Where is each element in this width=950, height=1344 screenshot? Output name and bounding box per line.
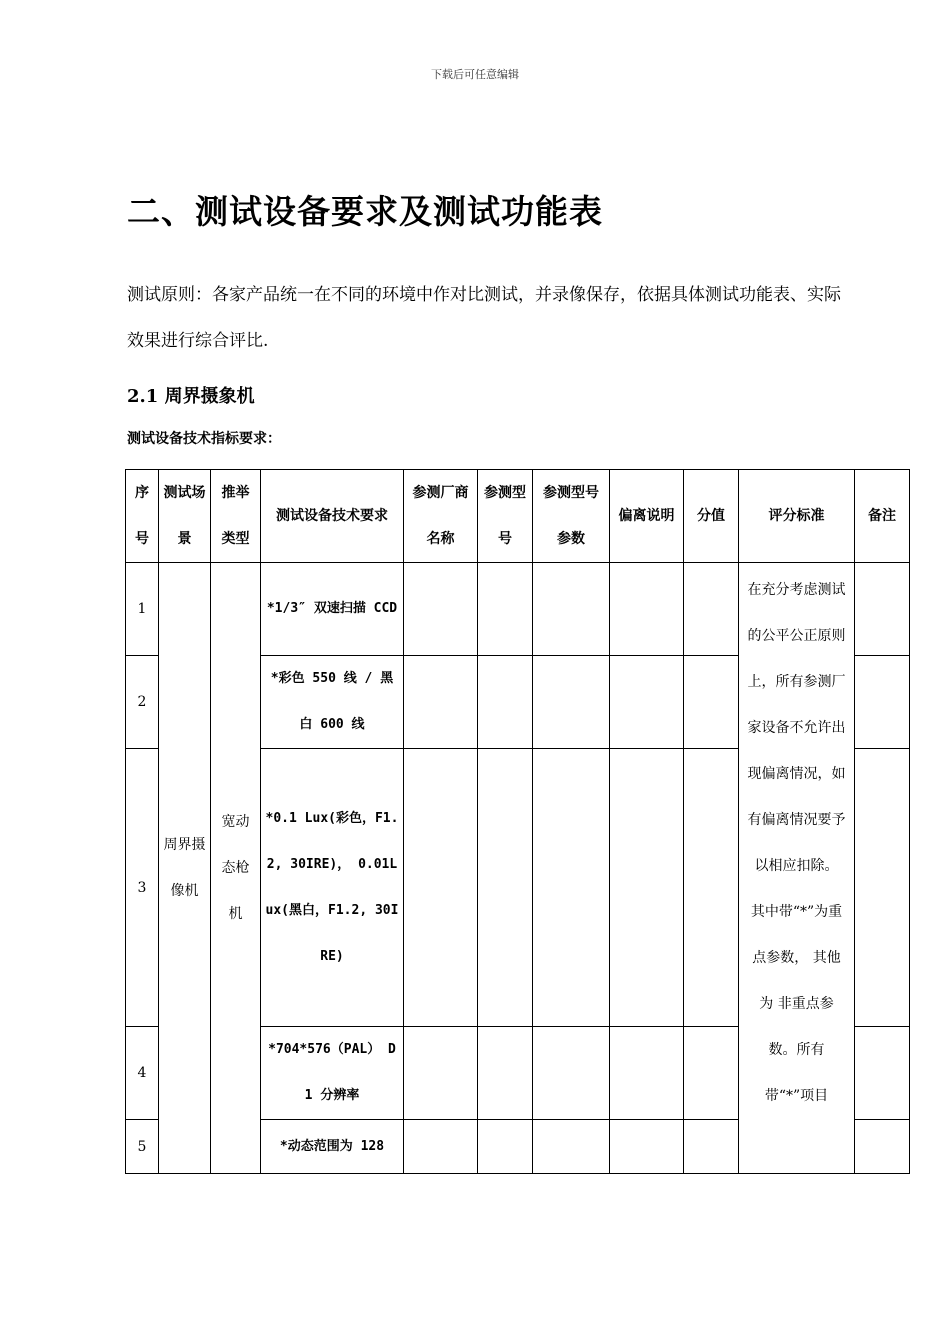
row-deviation (610, 563, 684, 656)
spec-table (125, 469, 910, 1174)
row-requirement: *0.1 Lux(彩色，F1.2, 30IRE)， 0.01Lux(黑白，F1.2, 30IRE) (261, 749, 404, 1027)
row-deviation (610, 1027, 684, 1120)
header-deviation: 偏离说明 (610, 470, 684, 563)
row-params (533, 656, 610, 749)
row-requirement: *彩色 550 线 / 黑白 600 线 (261, 656, 404, 749)
header-remark: 备注 (855, 470, 910, 563)
header-seq: 序号 (126, 470, 159, 563)
row-seq: 3 (126, 749, 159, 1027)
row-model (478, 749, 533, 1027)
row-requirement: *动态范围为 128 (261, 1120, 404, 1174)
row-remark (855, 563, 910, 656)
row-vendor (404, 1120, 478, 1174)
row-seq: 2 (126, 656, 159, 749)
row-score (684, 656, 739, 749)
header-score: 分值 (684, 470, 739, 563)
row-params (533, 563, 610, 656)
requirements-title: 测试设备技术指标要求： (127, 431, 281, 447)
row-score (684, 1027, 739, 1120)
header-params: 参测型号参数 (533, 470, 610, 563)
row-seq: 1 (126, 563, 159, 656)
criteria-cell: 在充分考虑测试的公平公正原则上，所有参测厂家设备不允许出现偏离情况，如有偏离情况要予以相应扣除。 其中带“*”为重点参数， 其他为 非重点参数。所有带“*”项目 (739, 563, 855, 1174)
row-params (533, 1120, 610, 1174)
section-title: 2.1 周界摄象机 (127, 386, 255, 407)
row-deviation (610, 749, 684, 1027)
row-score (684, 1120, 739, 1174)
row-remark (855, 749, 910, 1027)
header-type: 推举类型 (211, 470, 261, 563)
header-model: 参测型号 (478, 470, 533, 563)
row-vendor (404, 1027, 478, 1120)
row-model (478, 656, 533, 749)
table-row (126, 563, 910, 656)
row-seq: 5 (126, 1120, 159, 1174)
row-requirement: *1/3″ 双速扫描 CCD (261, 563, 404, 656)
row-deviation (610, 656, 684, 749)
row-remark (855, 656, 910, 749)
header-criteria: 评分标准 (739, 470, 855, 563)
row-requirement: *704*576（PAL） D1 分辨率 (261, 1027, 404, 1120)
row-score (684, 749, 739, 1027)
row-deviation (610, 1120, 684, 1174)
header-requirement: 测试设备技术要求 (261, 470, 404, 563)
row-vendor (404, 749, 478, 1027)
page-header: 下载后可任意编辑 (431, 68, 519, 81)
header-vendor: 参测厂商名称 (404, 470, 478, 563)
type-cell: 宽动态枪机 (211, 563, 261, 1174)
row-remark (855, 1027, 910, 1120)
row-params (533, 1027, 610, 1120)
test-principle: 测试原则：各家产品统一在不同的环境中作对比测试，并录像保存，依据具体测试功能表、实际效果进行综合评比. (127, 285, 841, 351)
row-vendor (404, 563, 478, 656)
document-title: 二、测试设备要求及测试功能表 (127, 192, 603, 231)
row-score (684, 563, 739, 656)
row-model (478, 1120, 533, 1174)
scene-cell: 周界摄像机 (159, 563, 211, 1174)
row-params (533, 749, 610, 1027)
row-vendor (404, 656, 478, 749)
header-scene: 测试场景 (159, 470, 211, 563)
row-model (478, 1027, 533, 1120)
table-header-row (126, 470, 910, 563)
row-remark (855, 1120, 910, 1174)
row-model (478, 563, 533, 656)
row-seq: 4 (126, 1027, 159, 1120)
